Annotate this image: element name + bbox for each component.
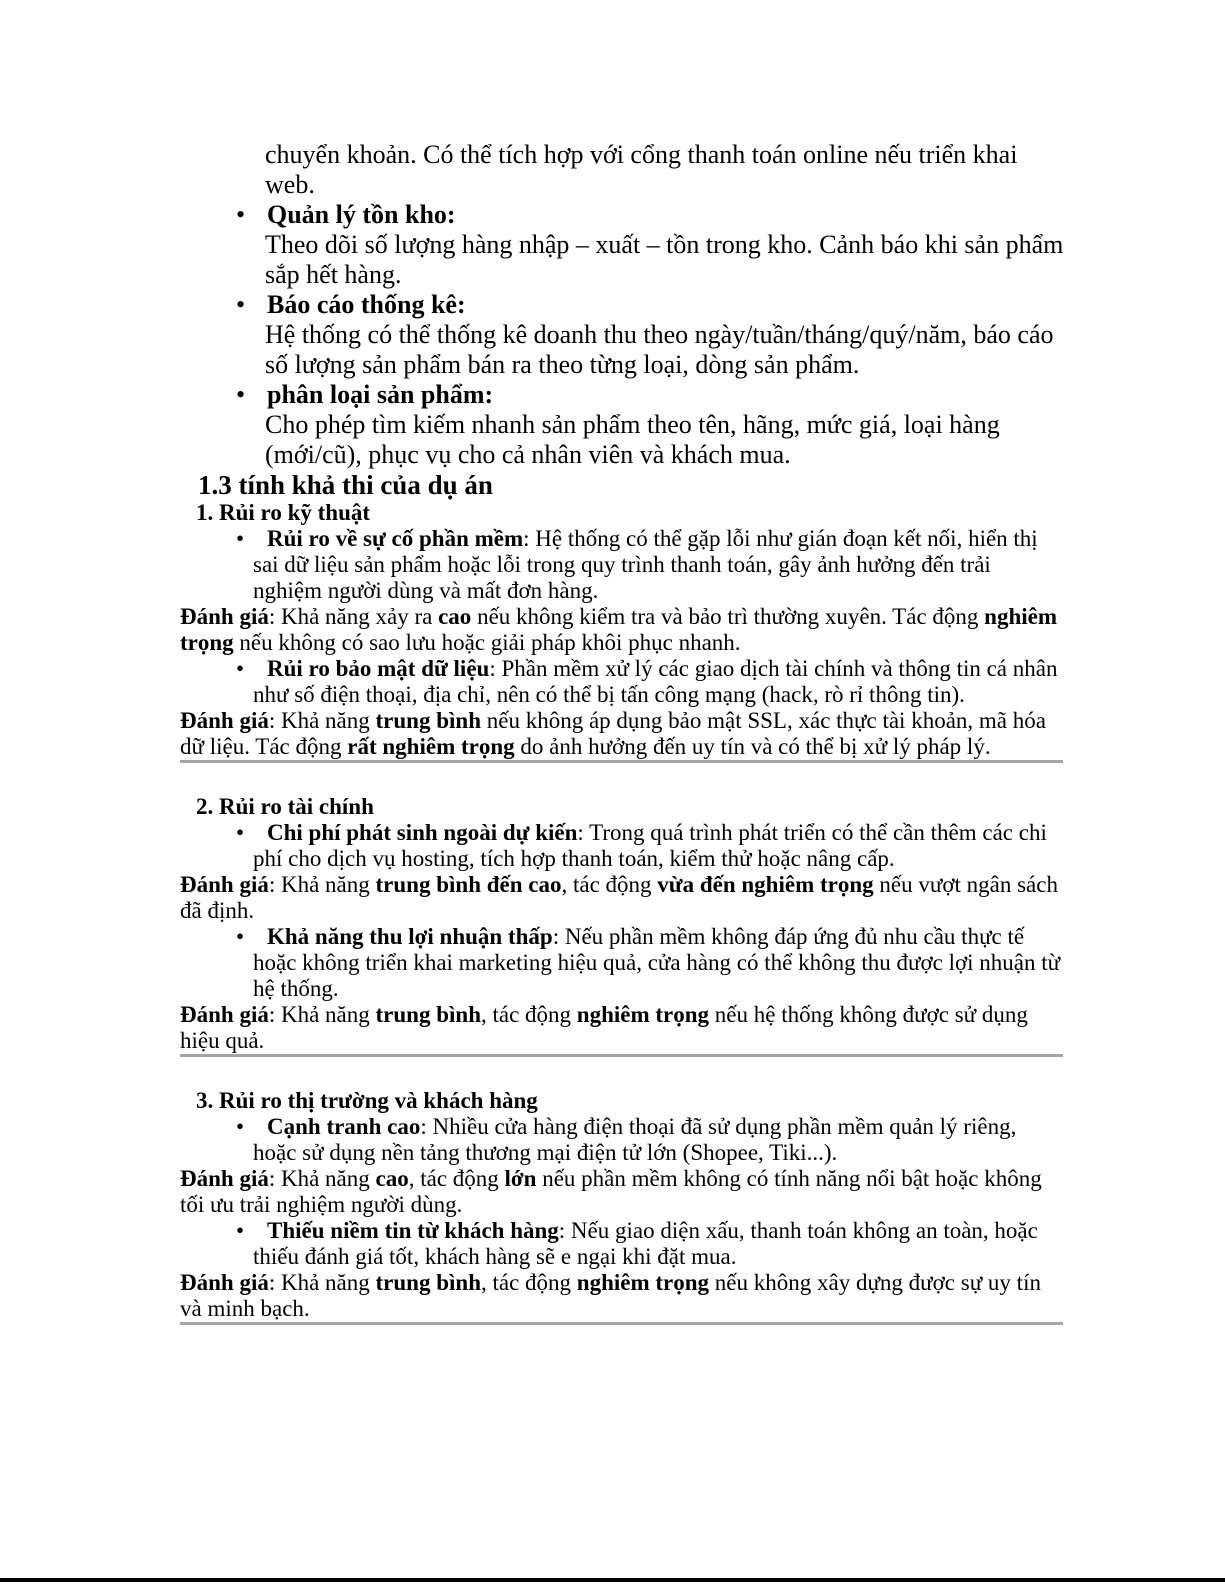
text-run: nếu không xây dựng được sự uy tín và minh bạch. xyxy=(180,1270,1041,1321)
risk-bullet-item xyxy=(236,924,1065,1002)
feature-title: Báo cáo thống kê: xyxy=(267,290,466,319)
text-run: : Nhiều cửa hàng điện thoại đã sử dụng phần mềm quản lý riêng, hoặc sử dụng nền tảng thương mại điện tử lớn (Shopee, Tiki...). xyxy=(253,1114,1017,1165)
text-run: nếu không kiểm tra và bảo trì thường xuyên. Tác động xyxy=(471,604,985,629)
bold-run: Đánh giá xyxy=(180,708,269,733)
bullet-icon: • xyxy=(236,1114,245,1139)
bold-run: nghiêm trọng xyxy=(180,604,1057,655)
text-run: : Nếu giao diện xấu, thanh toán không an toàn, hoặc thiếu đánh giá tốt, khách hàng sẽ e ngại khi đặt mua. xyxy=(253,1218,1038,1269)
page-bottom-border xyxy=(0,1578,1225,1582)
risk-section-list xyxy=(0,500,1225,1325)
bold-run: rất nghiêm trọng xyxy=(347,734,515,759)
bullet-icon: • xyxy=(236,380,246,409)
text-run: , tác động xyxy=(480,1002,577,1027)
bold-run: Đánh giá xyxy=(180,604,269,629)
intro-feature-list xyxy=(0,200,1225,470)
bold-run: vừa đến nghiêm trọng xyxy=(657,872,874,897)
bullet-icon: • xyxy=(236,526,245,551)
assessment-paragraph xyxy=(180,1166,1065,1218)
text-run: , tác động xyxy=(408,1166,505,1191)
text-run: : Trong quá trình phát triển có thể cần thêm các chi phí cho dịch vụ hosting, tích hợp thanh toán, kiểm thử hoặc nâng cấp. xyxy=(253,820,1047,871)
text-run: : Phần mềm xử lý các giao dịch tài chính và thông tin cá nhân như số điện thoại, địa chỉ, nên có thể bị tấn công mạng (hack, rò rỉ thông tin). xyxy=(253,656,1058,707)
section-separator xyxy=(180,1054,1063,1057)
bold-run: Đánh giá xyxy=(180,1166,269,1191)
feature-description: Hệ thống có thể thống kê doanh thu theo ngày/tuần/tháng/quý/năm, báo cáo số lượng sản phẩm bán ra theo từng loại, dòng sản phẩm. xyxy=(265,320,1054,379)
text-run: , tác động xyxy=(480,1270,577,1295)
feature-title: phân loại sản phẩm: xyxy=(267,380,494,409)
risk-section-heading: 1. Rủi ro kỹ thuật xyxy=(196,500,371,525)
bold-run: Đánh giá xyxy=(180,872,269,897)
bold-run: trung bình xyxy=(375,708,481,733)
risk-bullet-item xyxy=(236,1114,1065,1166)
risk-bullet-item xyxy=(236,526,1065,604)
bold-run: nghiêm trọng xyxy=(576,1270,710,1295)
bold-run: Cạnh tranh cao xyxy=(267,1114,421,1139)
feature-title: Quản lý tồn kho: xyxy=(267,200,456,229)
assessment-paragraph xyxy=(180,1270,1065,1322)
text-run: nếu không có sao lưu hoặc giải pháp khôi phục nhanh. xyxy=(233,630,741,655)
bullet-icon: • xyxy=(236,290,246,319)
bold-run: nghiêm trọng xyxy=(576,1002,710,1027)
text-run: : Nếu phần mềm không đáp ứng đủ nhu cầu thực tế hoặc không triển khai marketing hiệu quả, cửa hàng có thể không thu được lợi nhuận từ hệ thống. xyxy=(253,924,1061,1001)
text-run: : Khả năng xyxy=(268,1002,376,1027)
assessment-paragraph xyxy=(180,604,1065,656)
feature-bullet-item xyxy=(236,290,1070,320)
section-separator xyxy=(180,760,1063,763)
bullet-icon: • xyxy=(236,1218,245,1243)
bold-run: Chi phí phát sinh ngoài dự kiến xyxy=(267,820,578,845)
bold-run: trung bình đến cao xyxy=(375,872,562,897)
text-run: nếu hệ thống không được sử dụng hiệu quả. xyxy=(180,1002,1028,1053)
bold-run: Đánh giá xyxy=(180,1270,269,1295)
bold-run: trung bình xyxy=(375,1270,481,1295)
text-run: do ảnh hưởng đến uy tín và có thể bị xử lý pháp lý. xyxy=(514,734,991,759)
bold-run: trung bình xyxy=(375,1002,481,1027)
section-separator xyxy=(180,1322,1063,1325)
assessment-paragraph xyxy=(180,872,1065,924)
risk-bullet-item xyxy=(236,1218,1065,1270)
text-run: : Khả năng xảy ra xyxy=(268,604,439,629)
bullet-icon: • xyxy=(236,924,245,949)
bold-run: cao xyxy=(375,1166,409,1191)
text-run: : Khả năng xyxy=(268,872,376,897)
bullet-icon: • xyxy=(236,200,246,229)
bullet-icon: • xyxy=(236,656,245,681)
feature-description: Theo dõi số lượng hàng nhập – xuất – tồn trong kho. Cảnh báo khi sản phẩm sắp hết hàng. xyxy=(265,230,1064,289)
feature-description: Cho phép tìm kiếm nhanh sản phẩm theo tên, hãng, mức giá, loại hàng (mới/cũ), phục vụ cho cả nhân viên và khách mua. xyxy=(265,410,1000,469)
section-heading-1-3: 1.3 tính khả thi của dụ án xyxy=(198,470,493,500)
bullet-icon: • xyxy=(236,820,245,845)
risk-bullet-item xyxy=(236,656,1065,708)
feature-bullet-item xyxy=(236,380,1070,410)
bold-run: Đánh giá xyxy=(180,1002,269,1027)
text-run: nếu không áp dụng bảo mật SSL, xác thực tài khoản, mã hóa dữ liệu. Tác động xyxy=(180,708,1046,759)
text-run: : Khả năng xyxy=(268,708,376,733)
risk-section-heading: 3. Rủi ro thị trường và khách hàng xyxy=(196,1088,538,1113)
bold-run: Khả năng thu lợi nhuận thấp xyxy=(267,924,553,949)
text-run: nếu phần mềm không có tính năng nổi bật hoặc không tối ưu trải nghiệm người dùng. xyxy=(180,1166,1042,1217)
bold-run: Thiếu niềm tin từ khách hàng xyxy=(267,1218,559,1243)
risk-section-heading: 2. Rủi ro tài chính xyxy=(196,794,374,819)
assessment-paragraph xyxy=(180,708,1065,760)
intro-continuation-paragraph: chuyển khoản. Có thể tích hợp với cổng thanh toán online nếu triển khai web. xyxy=(265,140,1018,199)
bold-run: lớn xyxy=(504,1166,537,1191)
assessment-paragraph xyxy=(180,1002,1065,1054)
feature-bullet-item xyxy=(236,200,1070,230)
text-run: nếu vượt ngân sách đã định. xyxy=(180,872,1058,923)
text-run: : Khả năng xyxy=(268,1270,376,1295)
text-run: : Khả năng xyxy=(268,1166,376,1191)
text-run: : Hệ thống có thể gặp lỗi như gián đoạn kết nối, hiển thị sai dữ liệu sản phẩm hoặc lỗi trong quy trình thanh toán, gây ảnh hưởng đến trải nghiệm người dùng và mất đơn hàng. xyxy=(253,526,1038,603)
risk-bullet-item xyxy=(236,820,1065,872)
bold-run: Rủi ro về sự cố phần mềm xyxy=(267,526,524,551)
bold-run: Rủi ro bảo mật dữ liệu xyxy=(267,656,490,681)
text-run: , tác động xyxy=(561,872,658,897)
bold-run: cao xyxy=(438,604,472,629)
